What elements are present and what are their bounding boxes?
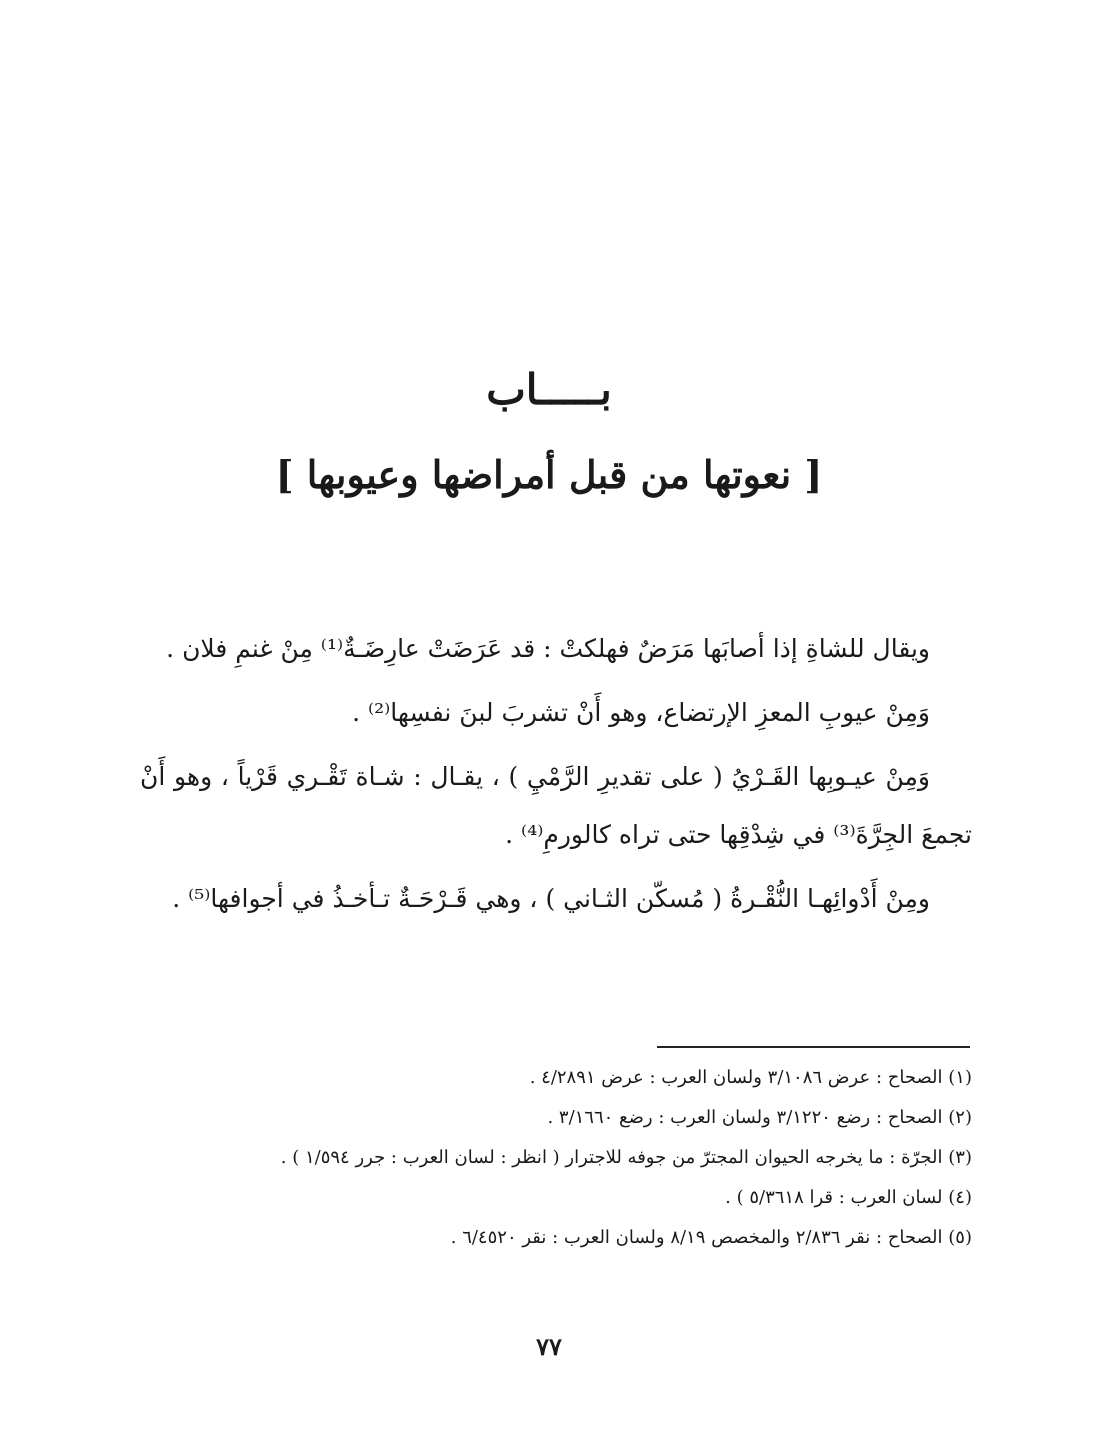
paragraph: ومِنْ أَدْوائِهـا النُّقْـرةُ ( مُسكّن الثـاني ) ، وهي قَـرْحَـةٌ تـأخـذُ في أجوافها⁽⁵⁾ .: [172, 884, 930, 913]
footnote: (٣) الجرّة : ما يخرجه الحيوان المجترّ من جوفه للاجترار ( انظر : لسان العرب : جرر ١/٥٩٤ ) .: [280, 1147, 972, 1168]
page-number: ٧٧: [536, 1332, 562, 1361]
paragraph: وَمِنْ عيـوبِها القَـرْيُ ( على تقديرِ الرَّمْيِ ) ، يقـال : شـاة تَقْـري قَرْياً ، وهو أَنْ تجمعَ الجِرَّةَ⁽³⁾ في شِدْقِها حتى تراه كالورمِ⁽⁴⁾ .: [140, 762, 972, 849]
footnote-divider: [657, 1046, 970, 1048]
body-text: [140, 620, 972, 934]
footnote: (٥) الصحاح : نقر ٢/٨٣٦ والمخصص ٨/١٩ ولسان العرب : نقر ٦/٤٥٢٠ .: [450, 1227, 972, 1248]
footnote: (٢) الصحاح : رضع ٣/١٢٢٠ ولسان العرب : رضع ٣/١٦٦٠ .: [547, 1107, 972, 1128]
footnote: (٤) لسان العرب : قرا ٥/٣٦١٨ ) .: [725, 1187, 972, 1208]
paragraph: ويقال للشاةِ إذا أصابَها مَرَضٌ فهلكتْ : قد عَرَضَتْ عارِضَـةٌ⁽¹⁾ مِنْ غنمِ فلان .: [166, 634, 930, 663]
paragraph: وَمِنْ عيوبِ المعزِ الإرتضاع، وهو أَنْ تشربَ لبنَ نفسِها⁽²⁾ .: [352, 698, 930, 727]
footnotes: [140, 1058, 972, 1258]
chapter-label: بـــــاب: [486, 365, 612, 414]
chapter-title: [ نعوتها من قبل أمراضها وعيوبها ]: [275, 452, 823, 497]
footnote: (١) الصحاح : عرض ٣/١٠٨٦ ولسان العرب : عرض ٤/٢٨٩١ .: [529, 1067, 972, 1088]
